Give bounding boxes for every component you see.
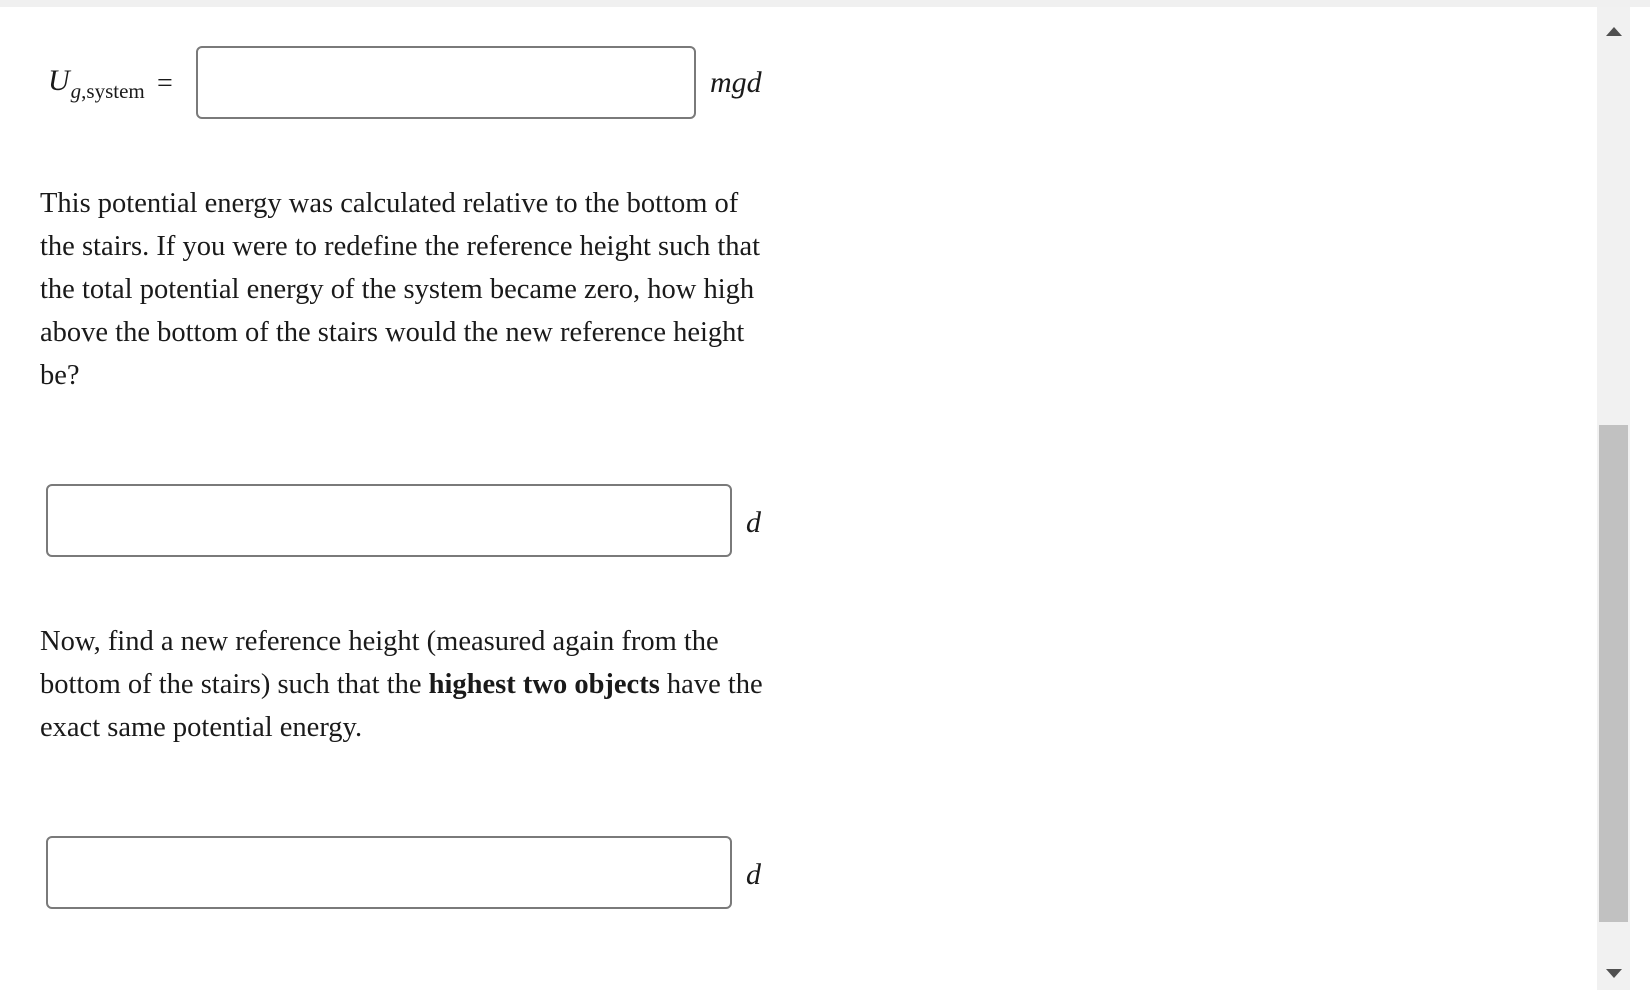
vertical-scrollbar[interactable] — [1597, 7, 1630, 990]
potential-energy-symbol — [48, 64, 145, 103]
unit-d-2: d — [746, 858, 761, 891]
equals-sign: = — [157, 68, 173, 99]
scroll-up-button[interactable] — [1597, 15, 1630, 48]
unit-d: d — [746, 506, 761, 539]
triangle-down-icon — [1606, 969, 1622, 978]
right-margin — [1630, 7, 1650, 990]
reference-height-equal-answer-input[interactable] — [46, 836, 732, 909]
unit-mgd: mgd — [710, 66, 762, 99]
reference-height-zero-answer-input[interactable] — [46, 484, 732, 557]
question-3-text-end: have the exact same potential energy. — [40, 669, 763, 743]
subscript-system: ,system — [81, 79, 145, 103]
scroll-down-button[interactable] — [1597, 957, 1630, 990]
question-3-text-start: Now, find a new reference height (measured again from the bottom of the stairs) such that the — [40, 626, 719, 700]
question-3-emphasis: highest two objects — [428, 669, 660, 700]
variable-subscript — [71, 79, 145, 103]
triangle-up-icon — [1606, 27, 1622, 36]
top-edge — [0, 0, 1650, 7]
question-2-prompt: This potential energy was calculated relative to the bottom of the stairs. If you were to redefine the reference height such that the total potential energy of the system became zero, how high above the bottom of the stairs would the new reference height be? — [40, 188, 761, 391]
subscript-g: g — [70, 79, 82, 103]
question-3-prompt — [40, 620, 780, 749]
scroll-thumb[interactable] — [1599, 425, 1628, 922]
potential-energy-answer-input[interactable] — [196, 46, 696, 119]
variable-u: U — [48, 64, 70, 97]
